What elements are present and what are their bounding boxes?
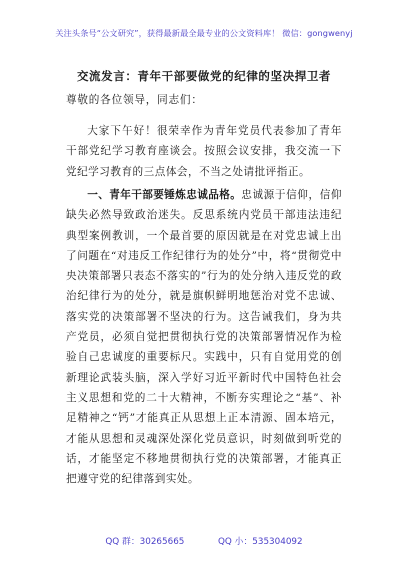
qq-small-number: 535304092 xyxy=(252,537,303,547)
opening-paragraph: 大家下午好！很荣幸作为青年党员代表参加了青年干部党纪学习教育座谈会。按照会议安排，我交流一下党纪学习教育的三点体会，不当之处请批评指正。 xyxy=(66,125,342,178)
section-1-body: 忠诚源于信仰，信仰缺失必然导致政治迷失。反思系统内党员干部违法违纪典型案例教训，一个最首要的原因就是在对党忠诚上出了问题在“对违反工作纪律行为的处分”中，将“贯彻党中央决策部署只表态不落实的”行为的处分纳入违反党的政治纪律行为的处分，就是旗帜鲜明地惩治对党不忠诚、落实党的决策部署不坚决的行为。这告诫我们，身为共产党员，必须自觉把贯彻执行党的决策部署情况作为检验自己忠诚度的重要标尺。实践中，只有自觉用党的创新理论武装头脑，深入学好习近平新时代中国特色社会主义思想和党的二十大精神，不断夯实理论之“基”、补足精神之“钙”才能真正从思想上正本清源、固本培元，才能从思想和灵魂深处深化党员意识，时刻做到听党的话，才能坚定不移地贯彻执行党的决策部署，才能真正把遵守党的纪律落到实处。 xyxy=(66,189,343,486)
qq-group-label: QQ 群： xyxy=(105,537,140,547)
qq-group-number: 30265665 xyxy=(139,537,185,547)
footer-contact xyxy=(0,534,408,547)
salutation-text: 尊敬的各位领导，同志们： xyxy=(66,94,203,106)
promo-banner-text: 关注头条号“公文研究”，获得最新最全最专业的公文资料库！ 微信：gongwenyj xyxy=(55,28,353,38)
document-title: 交流发言：青年干部要做党的纪律的坚决捍卫者 xyxy=(76,69,332,83)
qq-small-label: QQ 小： xyxy=(218,537,253,547)
section-1-heading: 一、青年干部要锤炼忠诚品格。 xyxy=(87,189,242,201)
opening-paragraph-block xyxy=(66,121,342,182)
section-1-block xyxy=(66,185,342,489)
section-1-paragraph xyxy=(66,185,342,489)
